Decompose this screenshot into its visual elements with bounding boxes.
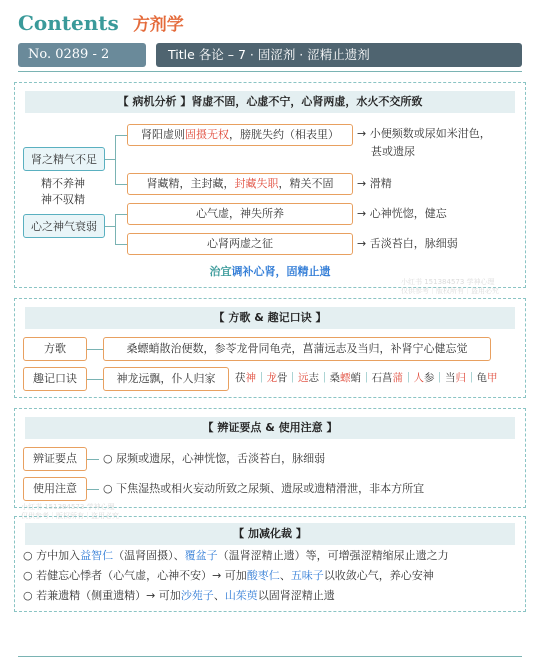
watermark: 小红书 151384573 学神心理	[21, 503, 115, 511]
connector	[115, 135, 116, 185]
connector	[115, 184, 127, 185]
header	[18, 10, 522, 67]
doc-number: No. 0289 - 2	[18, 43, 146, 67]
connector	[87, 489, 99, 490]
mnemonic-label: 趣记口诀	[23, 367, 87, 391]
formula-song-text: 桑螵蛸散治便数，参苓龙骨同龟壳，菖蒲远志及当归，补肾宁心健忘觉	[103, 337, 491, 361]
key-points-text: ○ 尿频或遗尿，心神恍惚，舌淡苔白，脉细弱	[103, 452, 326, 465]
footer-rule	[18, 656, 522, 657]
modification-2: ○ 若健忘心悸者（心气虚，心神不安）→ 可加酸枣仁、五味子以收敛心气，养心安神	[23, 569, 434, 582]
heart-spirit-box: 心之神气衰弱	[23, 214, 105, 238]
caution-label: 使用注意	[23, 477, 87, 501]
pathogenesis-heading: 【 病机分析 】肾虚不固，心虚不宁，心肾两虚，水火不交所致	[25, 91, 515, 113]
mnemonic-map: 茯神｜龙骨｜远志｜桑螵蛸｜石菖蒲｜人参｜当归｜龟甲	[235, 372, 498, 384]
connector	[87, 459, 99, 460]
key-points-section	[14, 408, 526, 520]
treatment-principle: 治宜调补心肾，固精止遗	[209, 265, 331, 278]
formula-song-label: 方歌	[23, 337, 87, 361]
result-urination: → 小便频数或尿如米泔色，	[357, 127, 491, 140]
essence-note-2: 神不驭精	[41, 193, 85, 206]
connector	[87, 379, 103, 380]
watermark: 仅供参考｜版权所有｜盗用必究	[401, 287, 499, 295]
contents-title: Contents	[18, 11, 119, 35]
result-spermatorrhea: → 滑精	[357, 177, 392, 190]
modification-3: ○ 若兼遗精（侧重遗精）→ 可加沙苑子、山茱萸以固肾涩精止遗	[23, 589, 335, 602]
result-tongue-pulse: → 舌淡苔白，脉细弱	[357, 237, 458, 250]
connector	[115, 214, 116, 244]
pathogenesis-section	[14, 82, 526, 295]
header-rule	[18, 71, 522, 72]
result-enuresis: 甚或遗尿	[371, 145, 415, 158]
heart-kidney-box: 心肾两虚之征	[127, 233, 353, 255]
kidney-storage-box: 肾藏精，主封藏， 封藏失职 ，精关不固	[127, 173, 353, 195]
kidney-essence-box: 肾之精气不足	[23, 147, 105, 171]
kidney-yang-box: 肾阳虚则 固摄无权 ，膀胱失约（相表里）	[127, 124, 353, 146]
key-points-label: 辨证要点	[23, 447, 87, 471]
connector	[115, 135, 127, 136]
subject-title: 方剂学	[132, 15, 184, 35]
watermark: 小红书 151384573 学神心理	[401, 278, 495, 286]
modifications-heading: 【 加减化裁 】	[25, 523, 515, 545]
doc-title: Title 各论 – 7 · 固涩剂 · 涩精止遗剂	[156, 43, 522, 67]
heart-qi-box: 心气虚，神失所养	[127, 203, 353, 225]
formula-song-heading: 【 方歌 & 趣记口诀 】	[25, 307, 515, 329]
formula-song-section	[14, 298, 526, 398]
connector	[87, 349, 103, 350]
essence-note-1: 精不养神	[41, 177, 85, 190]
modifications-section	[14, 516, 526, 612]
modification-1: ○ 方中加入益智仁（温肾固摄）、覆盆子（温肾涩精止遗）等，可增强涩精缩尿止遗之力	[23, 549, 449, 562]
watermark: 仅供参考｜版权所有｜盗用必究	[21, 512, 119, 520]
connector	[115, 244, 127, 245]
key-points-heading: 【 辨证要点 & 使用注意 】	[25, 417, 515, 439]
connector	[105, 226, 115, 227]
connector	[115, 214, 127, 215]
connector	[105, 159, 115, 160]
result-forgetfulness: → 心神恍惚，健忘	[357, 207, 447, 220]
mnemonic-text: 神龙远飘，仆人归家	[103, 367, 229, 391]
caution-text: ○ 下焦湿热或相火妄动所致之尿频、遗尿或遗精滑泄，非本方所宜	[103, 482, 425, 495]
